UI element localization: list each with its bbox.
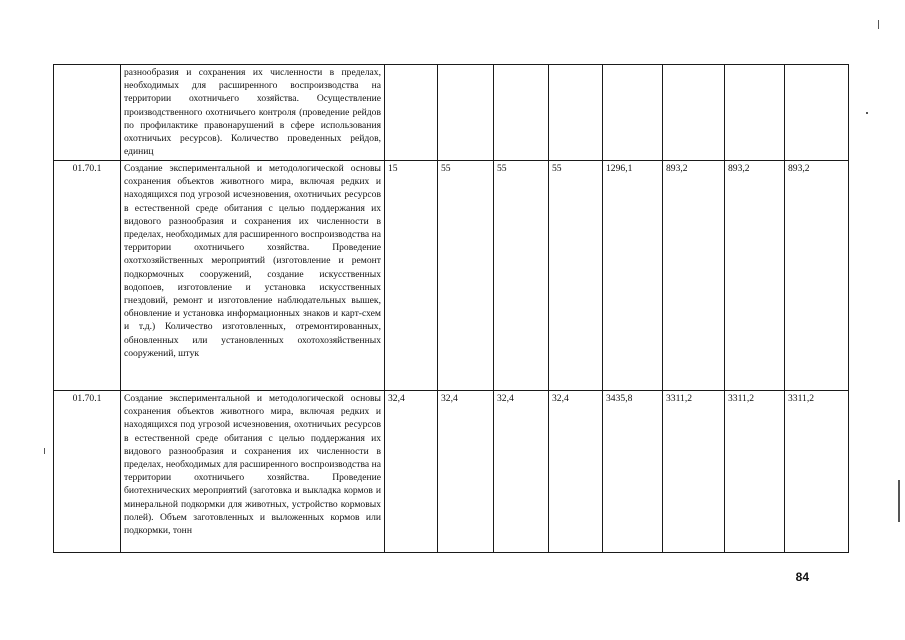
value-cell [549,65,603,161]
value-cell: 893,2 [663,161,725,391]
table-row [54,65,849,161]
value-cell [725,65,785,161]
scan-artifact-mark [878,20,879,29]
value-cell [438,65,494,161]
activity-code-cell: 01.70.1 [54,161,121,391]
value-cell: 15 [385,161,438,391]
value-cell: 32,4 [385,391,438,553]
program-activities-table [53,64,849,553]
value-cell: 3435,8 [603,391,663,553]
activity-description-cell: Создание экспериментальной и методологической основы сохранения объектов животного мира, включая редких и находящихся под угрозой исчезновения, охотничьих ресурсов в естественной среде обитания с целью поддержания их видового разнообразия и сохранения их численности в пределах, необходимых для расширенного воспроизводства на территории охотничьего хозяйства. Проведение биотехнических мероприятий (заготовка и выкладка кормов и минеральной подкормки для животных, устройство кормовых полей). Объем заготовленных и выложенных кормов или подкормки, тонн [121,391,385,553]
value-cell [785,65,849,161]
activity-description-cell: Создание экспериментальной и методологической основы сохранения объектов животного мира, включая редких и находящихся под угрозой исчезновения, охотничьих ресурсов в естественной среде обитания с целью поддержания их видового разнообразия и сохранения их численности в пределах, необходимых для расширенного воспроизводства на территории охотничьего хозяйства. Проведение охотхозяйственных мероприятий (изготовление и ремонт подкормочных сооружений, создание искусственных водопоев, изготовление и установка искусственных гнездовий, ремонт и изготовление наблюдательных вышек, обновление и установка информационных знаков и карт-схем и т.д.) Количество изготовленных, отремонтированных, обновленных или установленных охотохозяйственных сооружений, штук [121,161,385,391]
scan-artifact-mark [44,448,45,454]
activity-code-cell [54,65,121,161]
value-cell: 32,4 [549,391,603,553]
activity-description-cell: разнообразия и сохранения их численности в пределах, необходимых для расширенного воспроизводства на территории охотничьего хозяйства. Осуществление производственного охотничьего контроля (проведение рейдов по профилактике правонарушений в сфере использования охотничьих ресурсов). Количество проведенных рейдов, единиц [121,65,385,161]
table-row [54,391,849,553]
activity-code-cell: 01.70.1 [54,391,121,553]
value-cell: 55 [494,161,549,391]
value-cell: 893,2 [785,161,849,391]
scan-artifact-mark [898,480,900,522]
value-cell [494,65,549,161]
scan-artifact-mark [866,112,868,114]
value-cell: 3311,2 [785,391,849,553]
value-cell [385,65,438,161]
value-cell: 893,2 [725,161,785,391]
value-cell: 1296,1 [603,161,663,391]
value-cell: 55 [438,161,494,391]
value-cell: 3311,2 [663,391,725,553]
value-cell: 55 [549,161,603,391]
table-row [54,161,849,391]
value-cell [603,65,663,161]
value-cell: 32,4 [438,391,494,553]
value-cell: 3311,2 [725,391,785,553]
value-cell: 32,4 [494,391,549,553]
value-cell [663,65,725,161]
page-number: 84 [795,570,809,584]
